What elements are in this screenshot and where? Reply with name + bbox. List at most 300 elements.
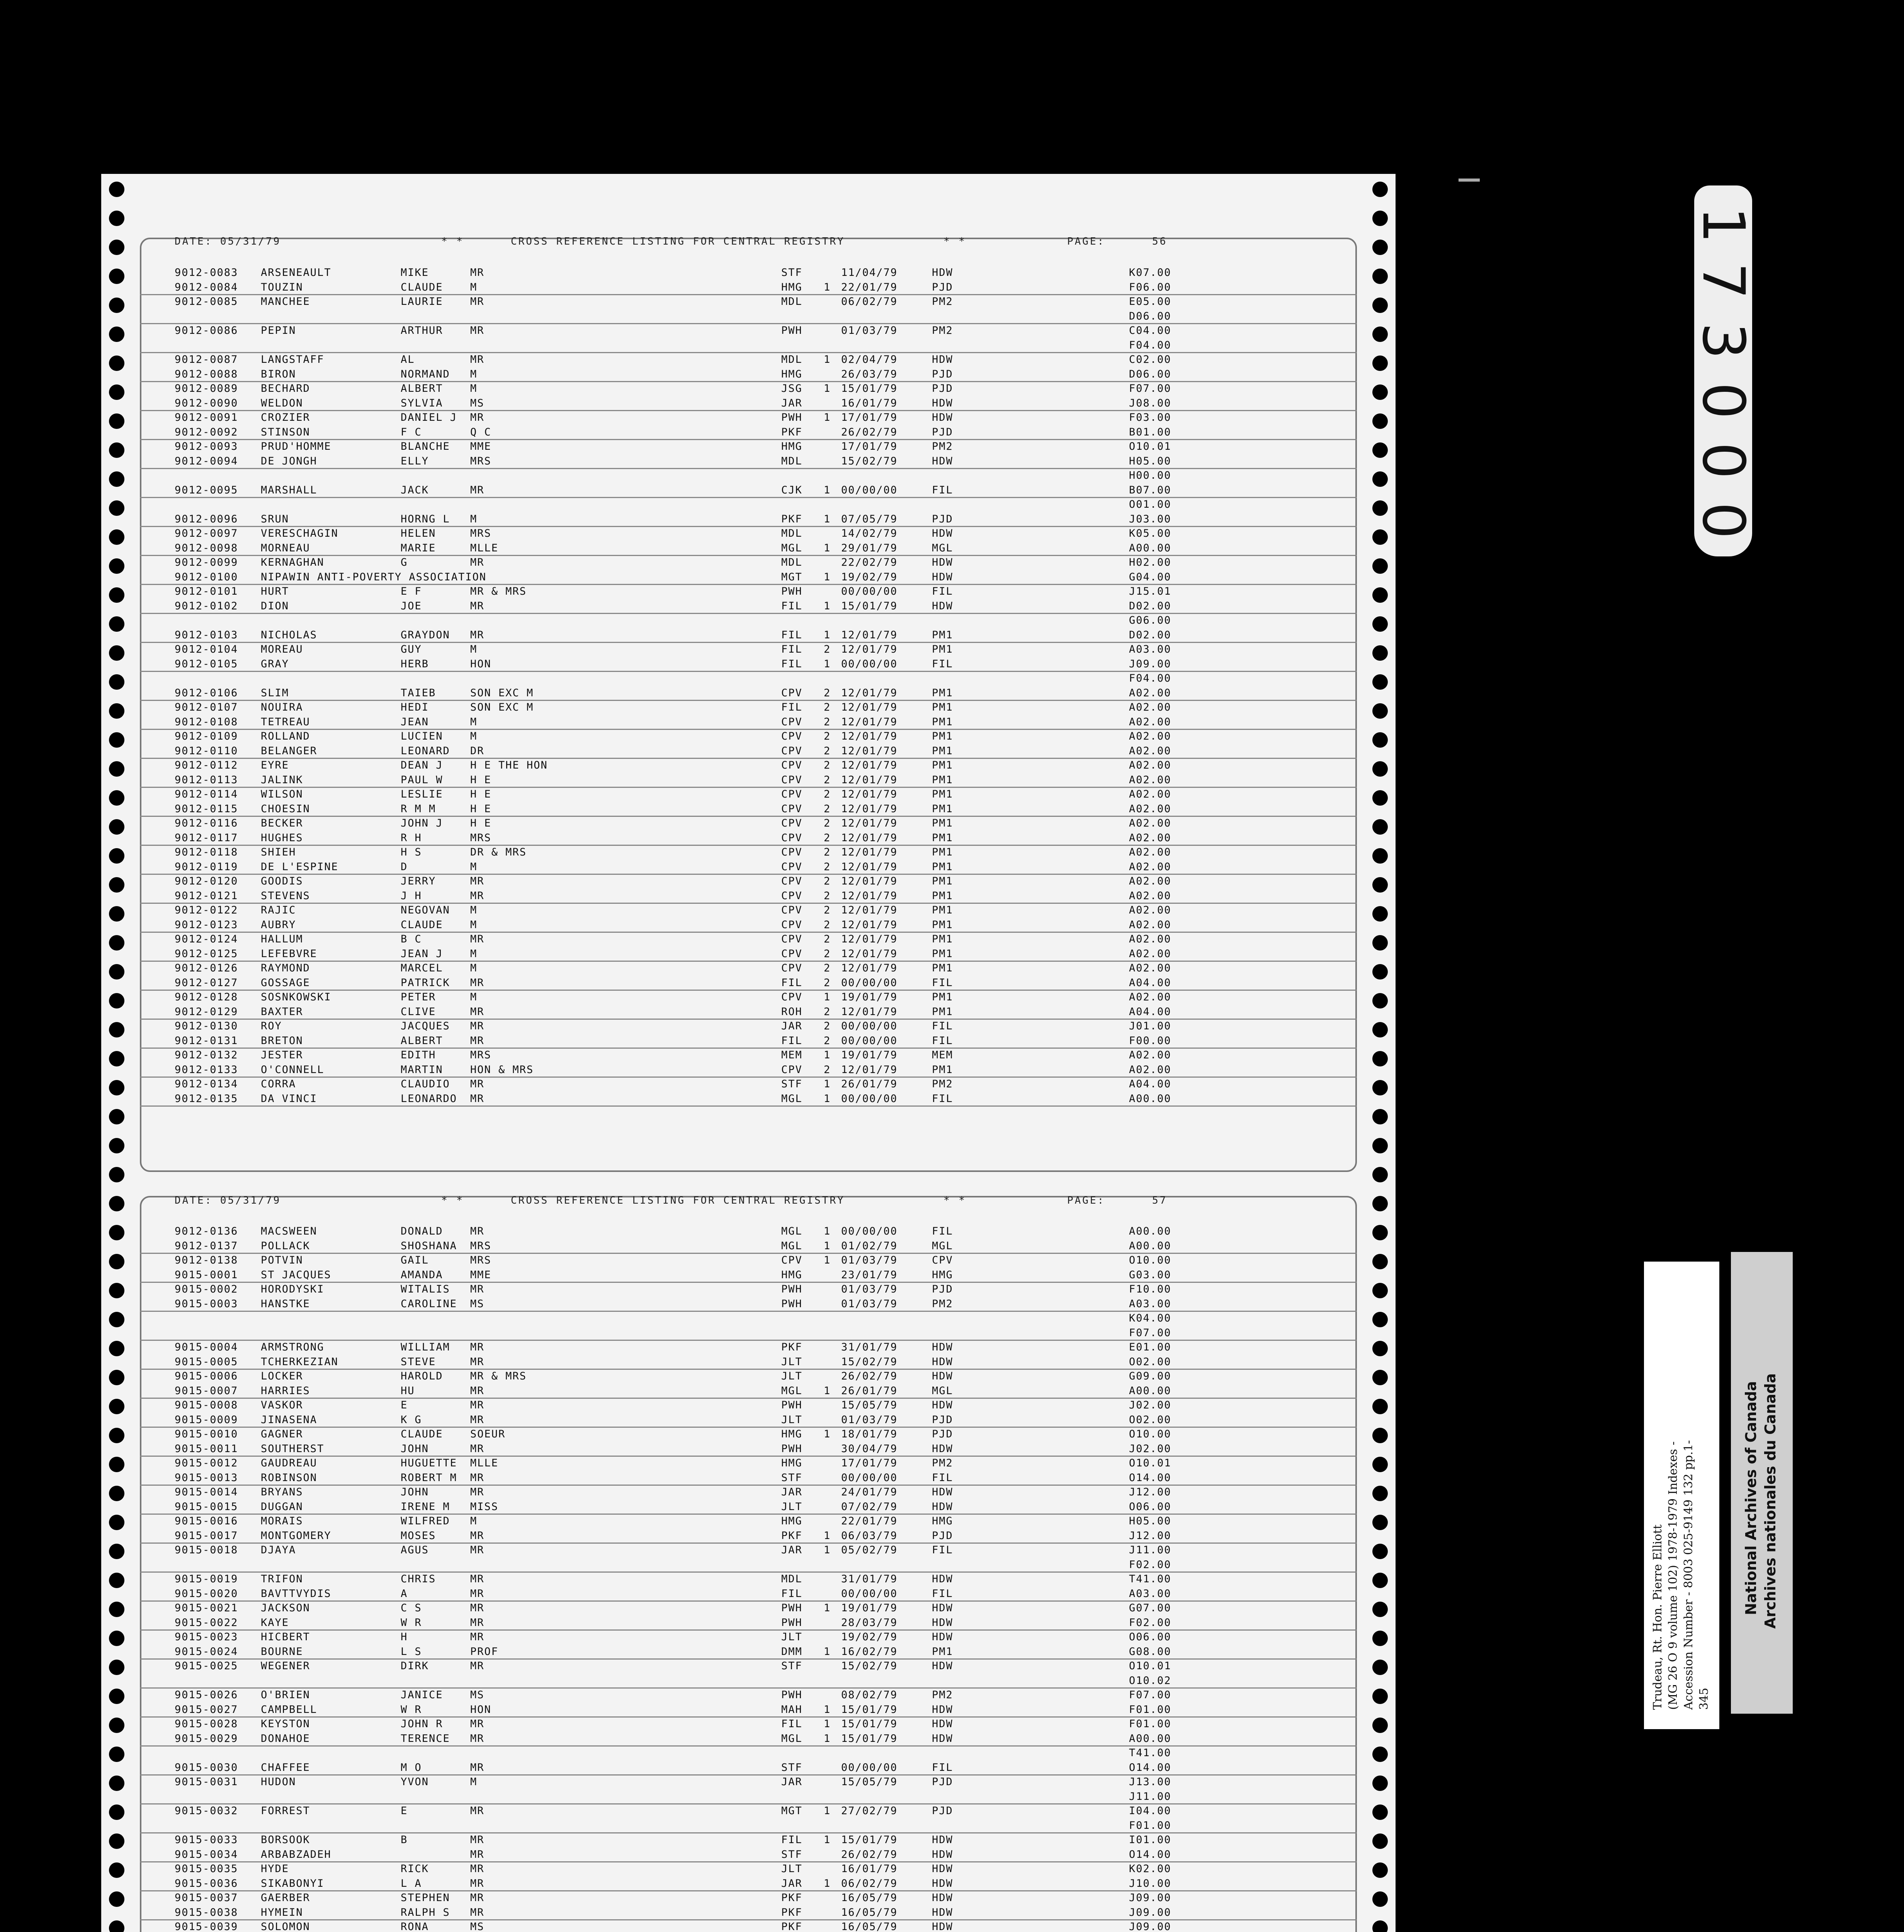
table-row (101, 294, 1396, 309)
file-id-cell: 9015-0002 (175, 1283, 238, 1295)
file-id-cell: 9015-0025 (175, 1660, 238, 1672)
count-cell: 1 (824, 383, 831, 395)
title-cell: MR (470, 1587, 484, 1600)
surname-cell: HURT (261, 585, 289, 597)
file-code-cell: A03.00 (1129, 643, 1171, 655)
file-id-cell: 9012-0099 (175, 556, 238, 568)
file-code-cell: C02.00 (1129, 354, 1171, 366)
file-code-cell: I04.00 (1129, 1805, 1171, 1817)
handler-cell: FIL (932, 585, 953, 597)
count-cell: 1 (824, 1225, 831, 1237)
table-row (101, 1746, 1396, 1760)
department-cell: FIL (781, 1834, 802, 1846)
file-id-cell: 9012-0116 (175, 817, 238, 829)
file-code-cell: D02.00 (1129, 600, 1171, 612)
department-cell: STF (781, 1761, 802, 1774)
surname-cell: BECKER (261, 817, 303, 829)
department-cell: STF (781, 1848, 802, 1861)
date-cell: 12/01/79 (841, 730, 898, 742)
given-name-cell: ROBERT M (401, 1471, 457, 1484)
handler-cell: PM1 (932, 861, 953, 873)
table-row (101, 613, 1396, 628)
file-code-cell: F03.00 (1129, 412, 1171, 423)
given-name-cell: E (401, 1805, 408, 1817)
title-cell: M (470, 918, 478, 931)
department-cell: HMG (781, 1269, 802, 1281)
surname-cell: STEVENS (261, 889, 310, 902)
department-cell: JLT (781, 1631, 802, 1643)
table-row (101, 352, 1396, 367)
department-cell: HMG (781, 281, 802, 293)
given-name-cell: HU (401, 1384, 415, 1397)
date-cell: 12/01/79 (841, 643, 898, 655)
given-name-cell: DIRK (401, 1660, 429, 1672)
department-cell: CPV (781, 788, 802, 800)
surname-cell: FORREST (261, 1805, 310, 1817)
title-cell: MR (470, 1486, 484, 1498)
table-row (101, 1456, 1396, 1470)
file-code-cell: A03.00 (1129, 1298, 1171, 1310)
date-cell: 19/02/79 (841, 1631, 898, 1643)
given-name-cell: JEAN (401, 716, 429, 728)
file-id-cell: 9015-0007 (175, 1384, 238, 1397)
date-cell: 12/01/79 (841, 687, 898, 699)
stamp-digit: 0 (1690, 502, 1757, 539)
table-row (101, 889, 1396, 903)
file-id-cell: 9012-0092 (175, 426, 238, 438)
stamp-digit: 0 (1690, 382, 1757, 419)
file-code-cell: F10.00 (1129, 1283, 1171, 1295)
given-name-cell: CLAUDE (401, 918, 443, 931)
date-cell: 15/01/79 (841, 1834, 898, 1846)
department-cell: FIL (781, 976, 802, 989)
paper-mark (1459, 179, 1480, 182)
title-cell: MR (470, 1761, 484, 1774)
title-cell: MR & MRS (470, 585, 527, 597)
surname-cell: HANSTKE (261, 1298, 310, 1310)
surname-cell: TETREAU (261, 716, 310, 728)
date-cell: 15/02/79 (841, 1660, 898, 1672)
given-name-cell: B C (401, 933, 422, 945)
tractor-hole (109, 1138, 124, 1153)
table-row (101, 280, 1396, 294)
handler-cell: HDW (932, 1486, 953, 1498)
title-cell: MR (470, 1906, 484, 1918)
file-id-cell: 9015-0031 (175, 1776, 238, 1788)
department-cell: PWH (781, 1689, 802, 1701)
date-cell: 05/02/79 (841, 1544, 898, 1556)
given-name-cell: JOHN (401, 1442, 429, 1455)
file-code-cell: A02.00 (1129, 962, 1171, 974)
file-id-cell: 9012-0127 (175, 976, 238, 989)
department-cell: MDL (781, 556, 802, 568)
handler-cell: HDW (932, 1370, 953, 1382)
given-name-cell: MARCEL (401, 962, 443, 974)
table-row (101, 657, 1396, 671)
file-code-cell: G08.00 (1129, 1645, 1171, 1658)
given-name-cell: LAURIE (401, 296, 443, 308)
date-cell: 15/01/79 (841, 600, 898, 612)
title-cell: MRS (470, 832, 491, 844)
file-code-cell: H05.00 (1129, 455, 1171, 467)
file-id-cell: 9012-0138 (175, 1254, 238, 1266)
department-cell: FIL (781, 643, 802, 655)
file-id-cell: 9015-0008 (175, 1399, 238, 1411)
department-cell: CPV (781, 991, 802, 1003)
given-name-cell: G (401, 556, 408, 568)
file-code-cell: A03.00 (1129, 1587, 1171, 1600)
handler-cell: PM1 (932, 1063, 953, 1076)
file-id-cell: 9012-0110 (175, 745, 238, 757)
handler-cell: HDW (932, 1906, 953, 1918)
file-code-cell: O01.00 (1129, 498, 1171, 510)
date-cell: 12/01/79 (841, 803, 898, 815)
given-name-cell: D (401, 861, 408, 873)
handler-cell: HMG (932, 1515, 953, 1527)
file-code-cell: H05.00 (1129, 1515, 1171, 1527)
table-row (101, 802, 1396, 816)
file-code-cell: K07.00 (1129, 267, 1171, 279)
count-cell: 2 (824, 745, 831, 757)
file-id-cell: 9012-0124 (175, 933, 238, 945)
table-row (101, 1514, 1396, 1528)
department-cell: FIL (781, 701, 802, 713)
table-row (101, 918, 1396, 932)
surname-cell: KERNAGHAN (261, 556, 325, 568)
surname-cell: ARBABZADEH (261, 1848, 332, 1861)
count-cell: 2 (824, 962, 831, 974)
date-cell: 12/01/79 (841, 846, 898, 858)
surname-cell: SOLOMON (261, 1921, 310, 1932)
given-name-cell: HAROLD (401, 1370, 443, 1382)
handler-cell: PM1 (932, 832, 953, 844)
file-code-cell: B01.00 (1129, 426, 1171, 438)
table-row (101, 1224, 1396, 1238)
handler-cell: PJD (932, 1413, 953, 1426)
file-id-cell: 9012-0105 (175, 658, 238, 670)
given-name-cell: JOE (401, 600, 422, 612)
tractor-hole (109, 240, 124, 255)
table-row (101, 1760, 1396, 1775)
date-cell: 26/02/79 (841, 1370, 898, 1382)
title-cell: MR (470, 354, 484, 366)
file-id-cell: 9012-0098 (175, 542, 238, 554)
title-cell: MR (470, 1355, 484, 1368)
file-code-cell: D06.00 (1129, 310, 1171, 322)
date-cell: 00/00/00 (841, 1225, 898, 1237)
surname-cell: BAVTTVYDIS (261, 1587, 332, 1600)
table-row (101, 1398, 1396, 1412)
file-code-cell: A00.00 (1129, 1384, 1171, 1397)
surname-cell: HUDON (261, 1776, 296, 1788)
surname-cell: KEYSTON (261, 1718, 310, 1730)
tractor-hole (1372, 182, 1388, 197)
department-cell: HMG (781, 1457, 802, 1469)
file-code-cell: A00.00 (1129, 1225, 1171, 1237)
table-row (101, 265, 1396, 280)
file-id-cell: 9012-0112 (175, 759, 238, 771)
surname-cell: CHOESIN (261, 803, 310, 815)
department-cell: JAR (781, 1776, 802, 1788)
table-row (101, 729, 1396, 743)
department-cell: CPV (781, 962, 802, 974)
date-cell: 01/03/79 (841, 1283, 898, 1295)
tractor-hole (1372, 1138, 1388, 1153)
file-code-cell: O02.00 (1129, 1413, 1171, 1426)
file-id-cell: 9015-0036 (175, 1877, 238, 1889)
date-cell: 16/01/79 (841, 397, 898, 409)
department-cell: CPV (781, 933, 802, 945)
given-name-cell: DONALD (401, 1225, 443, 1237)
table-row (101, 1587, 1396, 1601)
file-code-cell: A00.00 (1129, 1240, 1171, 1252)
count-cell: 1 (824, 1049, 831, 1061)
given-name-cell: JOHN (401, 1486, 429, 1498)
file-code-cell: F01.00 (1129, 1703, 1171, 1716)
surname-cell: WELDON (261, 397, 303, 409)
handler-cell: PM1 (932, 701, 953, 713)
file-code-cell: A04.00 (1129, 1005, 1171, 1018)
file-code-cell: J09.00 (1129, 1906, 1171, 1918)
handler-cell: PM2 (932, 1078, 953, 1090)
handler-cell: PM1 (932, 788, 953, 800)
table-row (101, 1297, 1396, 1311)
given-name-cell: LEONARDO (401, 1092, 457, 1105)
tractor-hole (109, 1196, 124, 1211)
department-cell: PWH (781, 412, 802, 423)
title-cell: H E (470, 788, 491, 800)
surname-cell: HUGHES (261, 832, 303, 844)
date-cell: 17/01/79 (841, 412, 898, 423)
table-row (101, 1616, 1396, 1630)
surname-cell: JALINK (261, 774, 303, 786)
given-name-cell: SYLVIA (401, 397, 443, 409)
page-57-title: CROSS REFERENCE LISTING FOR CENTRAL REGISTRY (511, 1195, 845, 1206)
surname-cell: JACKSON (261, 1602, 310, 1614)
title-cell: M (470, 991, 478, 1003)
surname-cell: BORSOOK (261, 1834, 310, 1846)
department-cell: MGL (781, 1092, 802, 1105)
title-cell: MME (470, 440, 491, 452)
file-code-cell: F07.00 (1129, 1689, 1171, 1701)
date-cell: 06/03/79 (841, 1529, 898, 1542)
department-cell: PWH (781, 1616, 802, 1629)
table-row (101, 1384, 1396, 1398)
date-cell: 12/01/79 (841, 788, 898, 800)
table-row (101, 425, 1396, 439)
handler-cell: PJD (932, 1283, 953, 1295)
department-cell: CPV (781, 904, 802, 916)
count-cell: 2 (824, 803, 831, 815)
surname-cell: DONAHOE (261, 1732, 310, 1745)
title-cell: MISS (470, 1500, 499, 1513)
given-name-cell: JEAN J (401, 947, 443, 960)
date-cell: 19/01/79 (841, 991, 898, 1003)
title-cell: MR (470, 1573, 484, 1585)
handler-cell: FIL (932, 1761, 953, 1774)
date-cell: 12/01/79 (841, 745, 898, 757)
title-cell: DR (470, 745, 484, 757)
table-row (101, 323, 1396, 338)
surname-cell: LEFEBVRE (261, 947, 318, 960)
handler-cell: PM1 (932, 745, 953, 757)
handler-cell: FIL (932, 1020, 953, 1032)
given-name-cell: PETER (401, 991, 436, 1003)
handler-cell: PM1 (932, 629, 953, 641)
date-cell: 15/05/79 (841, 1776, 898, 1788)
department-cell: CPV (781, 687, 802, 699)
file-code-cell: J13.00 (1129, 1776, 1171, 1788)
table-row (101, 483, 1396, 497)
department-cell: JLT (781, 1355, 802, 1368)
surname-cell: DJAYA (261, 1544, 296, 1556)
handler-cell: PM1 (932, 962, 953, 974)
title-cell: Q C (470, 426, 491, 438)
handler-cell: PM1 (932, 643, 953, 655)
department-cell: CPV (781, 759, 802, 771)
page-57-stars-right: * * (944, 1195, 966, 1206)
given-name-cell: HEDI (401, 701, 429, 713)
title-cell: HON (470, 1703, 491, 1716)
table-row (101, 758, 1396, 772)
surname-cell: MANCHEE (261, 296, 310, 308)
count-cell: 1 (824, 1544, 831, 1556)
department-cell: DMM (781, 1645, 802, 1658)
table-row (101, 1891, 1396, 1905)
count-cell: 1 (824, 1602, 831, 1614)
table-row (101, 932, 1396, 946)
title-cell: HON (470, 658, 491, 670)
table-row (101, 787, 1396, 801)
date-cell: 00/00/00 (841, 976, 898, 989)
file-id-cell: 9012-0095 (175, 484, 238, 496)
department-cell: MEM (781, 1049, 802, 1061)
file-id-cell: 9012-0123 (175, 918, 238, 931)
title-cell: MLLE (470, 1457, 499, 1469)
file-id-cell: 9012-0087 (175, 354, 238, 366)
table-row (101, 439, 1396, 454)
table-row (101, 1804, 1396, 1818)
table-row (101, 1920, 1396, 1932)
given-name-cell: RALPH S (401, 1906, 450, 1918)
date-cell: 31/01/79 (841, 1573, 898, 1585)
title-cell: DR & MRS (470, 846, 527, 858)
file-code-cell: J09.00 (1129, 1892, 1171, 1904)
file-id-cell: 9012-0085 (175, 296, 238, 308)
title-cell: MR (470, 1863, 484, 1875)
date-cell: 15/01/79 (841, 383, 898, 395)
handler-cell: FIL (932, 1544, 953, 1556)
title-cell: M (470, 904, 478, 916)
date-cell: 15/02/79 (841, 455, 898, 467)
table-row (101, 1311, 1396, 1325)
count-cell: 1 (824, 1703, 831, 1716)
table-row (101, 381, 1396, 396)
file-code-cell: F07.00 (1129, 383, 1171, 395)
surname-cell: ARSENEAULT (261, 267, 332, 279)
tractor-hole (1372, 1167, 1388, 1182)
surname-cell: BIRON (261, 368, 296, 380)
handler-cell: PM1 (932, 730, 953, 742)
handler-cell: HDW (932, 1718, 953, 1730)
department-cell: MDL (781, 527, 802, 539)
date-cell: 07/02/79 (841, 1500, 898, 1513)
file-code-cell: J10.00 (1129, 1877, 1171, 1889)
count-cell: 2 (824, 889, 831, 902)
given-name-cell: LESLIE (401, 788, 443, 800)
title-cell: MR (470, 1631, 484, 1643)
table-row (101, 599, 1396, 613)
file-code-cell: F00.00 (1129, 1034, 1171, 1047)
surname-cell: LOCKER (261, 1370, 303, 1382)
count-cell: 2 (824, 730, 831, 742)
date-cell: 12/01/79 (841, 701, 898, 713)
date-cell: 01/03/79 (841, 325, 898, 337)
surname-cell: MACSWEEN (261, 1225, 318, 1237)
date-cell: 16/05/79 (841, 1906, 898, 1918)
handler-cell: PM2 (932, 1298, 953, 1310)
table-row (101, 1427, 1396, 1441)
file-id-cell: 9015-0004 (175, 1341, 238, 1353)
surname-cell: BECHARD (261, 383, 310, 395)
surname-cell: NIPAWIN ANTI-POVERTY ASSOCIATION (261, 571, 487, 583)
printout-sheet (101, 174, 1396, 1932)
date-cell: 26/01/79 (841, 1078, 898, 1090)
surname-cell: DE JONGH (261, 455, 318, 467)
surname-cell: TOUZIN (261, 281, 303, 293)
surname-cell: PRUD'HOMME (261, 440, 332, 452)
department-cell: CPV (781, 716, 802, 728)
title-cell: M (470, 861, 478, 873)
file-code-cell: E05.00 (1129, 296, 1171, 308)
handler-cell: HDW (932, 1877, 953, 1889)
department-cell: CPV (781, 875, 802, 887)
handler-cell: PM1 (932, 803, 953, 815)
file-code-cell: A02.00 (1129, 745, 1171, 757)
department-cell: PWH (781, 325, 802, 337)
file-id-cell: 9012-0109 (175, 730, 238, 742)
department-cell: JAR (781, 397, 802, 409)
title-cell: MS (470, 1921, 484, 1932)
handler-cell: HDW (932, 1921, 953, 1932)
surname-cell: CROZIER (261, 412, 310, 423)
date-cell: 12/01/79 (841, 904, 898, 916)
surname-cell: MOREAU (261, 643, 303, 655)
date-cell: 11/04/79 (841, 267, 898, 279)
given-name-cell: HUGUETTE (401, 1457, 457, 1469)
file-id-cell: 9015-0033 (175, 1834, 238, 1846)
table-row (101, 1775, 1396, 1789)
table-row (101, 1413, 1396, 1427)
handler-cell: HDW (932, 1616, 953, 1629)
given-name-cell: E F (401, 585, 422, 597)
date-cell: 12/01/79 (841, 716, 898, 728)
file-code-cell: A02.00 (1129, 1049, 1171, 1061)
file-code-cell: F02.00 (1129, 1616, 1171, 1629)
surname-cell: SOUTHERST (261, 1442, 325, 1455)
title-cell: MS (470, 397, 484, 409)
file-id-cell: 9012-0117 (175, 832, 238, 844)
file-code-cell: A00.00 (1129, 1732, 1171, 1745)
date-cell: 00/00/00 (841, 1587, 898, 1600)
date-cell: 16/02/79 (841, 1645, 898, 1658)
file-id-cell: 9015-0035 (175, 1863, 238, 1875)
date-cell: 30/04/79 (841, 1442, 898, 1455)
date-cell: 00/00/00 (841, 1471, 898, 1484)
department-cell: PWH (781, 1283, 802, 1295)
tractor-hole (1372, 211, 1388, 226)
given-name-cell: M O (401, 1761, 422, 1774)
